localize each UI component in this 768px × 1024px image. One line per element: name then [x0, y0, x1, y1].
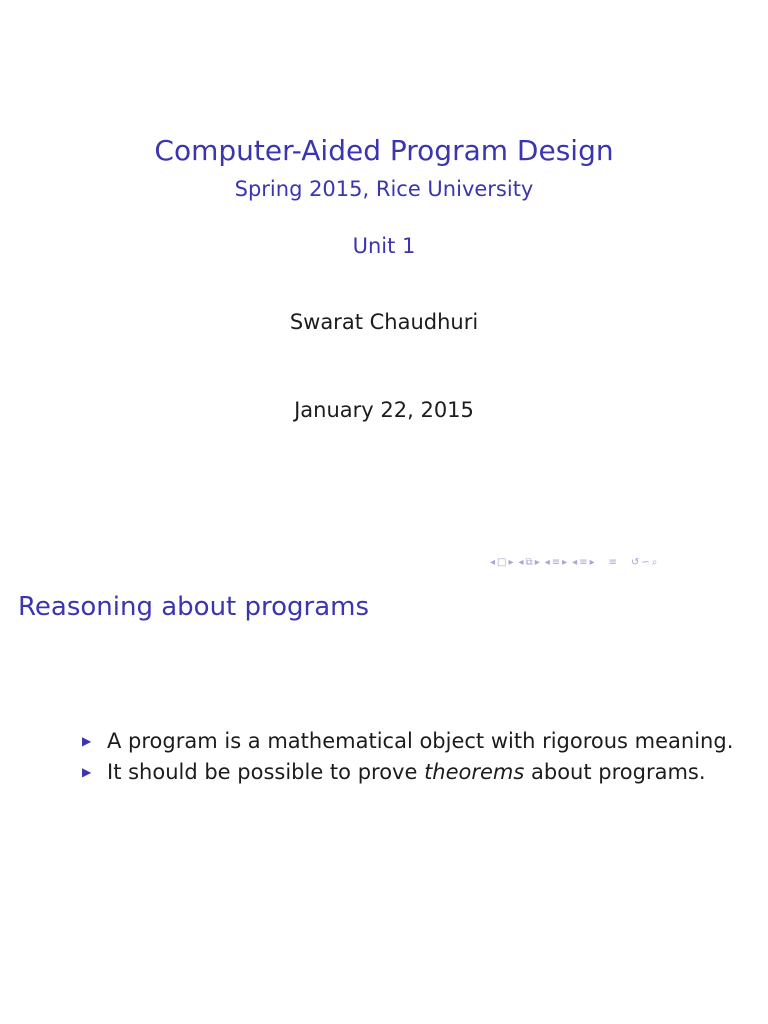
- nav-doc-prev-icon[interactable]: ◂: [572, 557, 578, 568]
- nav-tools-group[interactable]: [631, 556, 657, 570]
- nav-section-group[interactable]: [545, 556, 567, 570]
- nav-subsection-next-icon[interactable]: ▸: [534, 557, 540, 568]
- nav-subsection-group[interactable]: [519, 556, 540, 570]
- nav-section-next-icon[interactable]: ▸: [562, 557, 568, 568]
- content-slide: [0, 576, 768, 1024]
- nav-zoom-icon[interactable]: ⌕: [651, 557, 658, 568]
- nav-subsection-icon[interactable]: ⧉: [525, 557, 533, 568]
- bullet-item: [80, 757, 733, 788]
- bullet-text-before: It should be possible to prove: [107, 760, 425, 784]
- presentation-subtitle: Spring 2015, Rice University: [234, 177, 534, 201]
- bullet-triangle-icon: ▶: [82, 734, 92, 748]
- bullet-text-after: about programs.: [524, 760, 706, 784]
- presentation-title: Computer-Aided Program Design: [154, 134, 614, 167]
- bullet-emphasis: theorems: [424, 760, 525, 784]
- nav-section-icon[interactable]: ≡: [551, 557, 561, 568]
- nav-doc-group[interactable]: [572, 556, 594, 570]
- nav-frame-icon[interactable]: □: [497, 557, 507, 568]
- presentation-date: January 22, 2015: [294, 398, 474, 422]
- nav-appendix-icon[interactable]: ≡: [608, 557, 618, 568]
- unit-label: Unit 1: [352, 234, 416, 258]
- nav-back-icon[interactable]: ∽: [641, 557, 650, 568]
- bullet-list: [80, 726, 733, 788]
- nav-frame-group[interactable]: [490, 556, 514, 570]
- bullet-text: A program is a mathematical object with rigorous meaning.: [107, 729, 734, 753]
- nav-section-prev-icon[interactable]: ◂: [544, 557, 550, 568]
- nav-search-icon[interactable]: ↺: [631, 557, 640, 568]
- nav-frame-prev-icon[interactable]: ◂: [490, 557, 496, 568]
- nav-subsection-prev-icon[interactable]: ◂: [518, 557, 524, 568]
- nav-doc-next-icon[interactable]: ▸: [589, 557, 595, 568]
- nav-doc-icon[interactable]: ≡: [579, 557, 588, 568]
- nav-frame-next-icon[interactable]: ▸: [508, 557, 514, 568]
- beamer-navigation-bar: [490, 556, 657, 570]
- bullet-item: [80, 726, 733, 757]
- nav-appendix-group[interactable]: [609, 556, 617, 570]
- author-name: Swarat Chaudhuri: [289, 310, 479, 334]
- frame-title: Reasoning about programs: [18, 592, 370, 622]
- bullet-triangle-icon: ▶: [82, 765, 92, 779]
